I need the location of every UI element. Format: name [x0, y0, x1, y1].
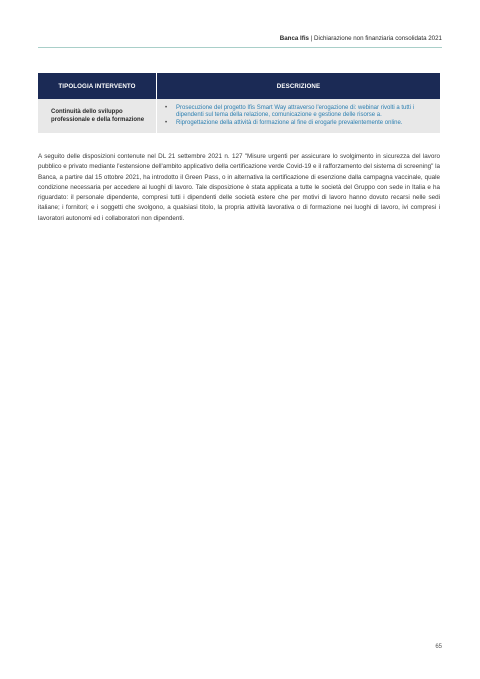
header-separator: | [308, 35, 315, 42]
running-header [280, 35, 442, 42]
tipologia-cell: Continuità dello sviluppo professionale e della formazione [38, 99, 157, 133]
header-divider [38, 47, 442, 48]
body-paragraph: A seguito delle disposizioni contenute nel DL 21 settembre 2021 n. 127 "Misure urgenti per assicurare lo svolgimento in sicurezza del lavoro pubblico e privato mediante l'estensione dell'ambito applicativo della certificazione verde Covid-19 e il rafforzamento del sistema di screening" la Banca, a partire dal 15 ottobre 2021, ha introdotto il Green Pass, o in alternativa la certificazione di esenzione dalla campagna vaccinale, quale condizione necessaria per accedere ai luoghi di lavoro. Tale disposizione è stata applicata a tutte le società del Gruppo con sede in Italia e ha riguardato: il personale dipendente, compresi tutti i dipendenti delle società estere che per motivi di lavoro hanno dovuto recarsi nelle sedi italiane; i fornitori; e i soggetti che svolgono, a qualsiasi titolo, la propria attività lavorativa o di formazione nei luoghi di lavoro, ivi compresi i lavoratori autonomi ed i collaboratori non dipendenti. [38, 153, 440, 222]
header-document-title: Dichiarazione non finanziaria consolidata 2021 [314, 35, 442, 42]
descrizione-item: • Riprogettazione della attività di formazione al fine di erogarle prevalentemente online. [165, 120, 434, 128]
page-number: 65 [435, 644, 442, 650]
column-header-tipologia: TIPOLOGIA INTERVENTO [38, 73, 157, 99]
column-header-descrizione: DESCRIZIONE [157, 73, 441, 99]
descrizione-cell [157, 99, 441, 133]
descrizione-list [165, 105, 434, 128]
header-brand: Banca Ifis [279, 35, 309, 42]
interventions-table [38, 73, 440, 133]
descrizione-item: • Prosecuzione del progetto Ifis Smart Way attraverso l'erogazione di: webinar rivolti a tutti i dipendenti sul tema della relazione, comunicazione e gestione delle risorse a. [165, 105, 434, 120]
table-row [38, 99, 440, 133]
table-header-row [38, 73, 440, 99]
